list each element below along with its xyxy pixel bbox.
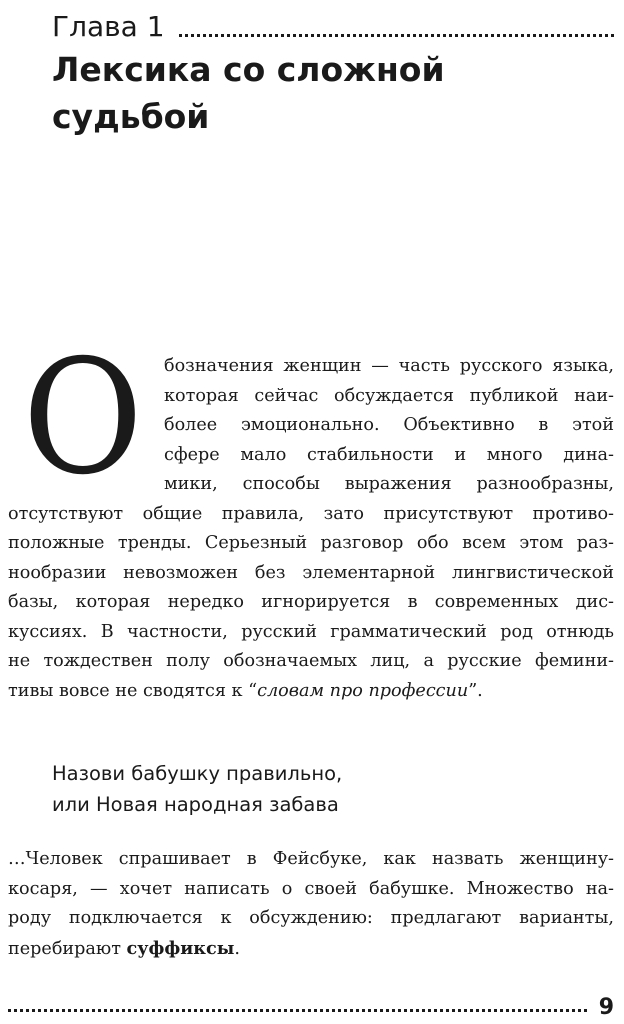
section-paragraph: [8, 845, 614, 964]
chapter-label: Глава 1: [52, 10, 165, 43]
intro-paragraph: [8, 326, 614, 706]
text-line: бозначения женщин — часть русского языка,: [164, 356, 614, 376]
text-line-last: перебирают суффиксы.: [8, 937, 240, 959]
text-line: …Человек спрашивает в Фейсбуке, как назвать женщину-: [8, 849, 614, 869]
text-line: более эмоционально. Объективно в этой: [164, 415, 614, 435]
italic-phrase: словам про профессии: [257, 680, 469, 701]
chapter-dotted-leader: [179, 34, 614, 37]
text-line: роду подключается к обсуждению: предлагают варианты,: [8, 908, 614, 928]
section-heading-line: Назови бабушку правильно,: [52, 762, 343, 785]
text-line-last: тивы вовсе не сводятся к “словам про профессии”.: [8, 680, 483, 701]
page-footer: [8, 992, 614, 1022]
text-line: куссиях. В частности, русский грамматический род отнюдь: [8, 621, 614, 642]
page-number: 9: [598, 994, 614, 1020]
chapter-title: [52, 46, 572, 140]
text-line: отсутствуют общие правила, зато присутствуют противо-: [8, 503, 614, 524]
text-line: не тождествен полу обозначаемых лиц, а русские фемини-: [8, 651, 614, 671]
bold-term: суффиксы: [126, 937, 235, 959]
section-heading-line: или Новая народная забава: [52, 793, 339, 816]
footer-dotted-leader: [8, 1009, 587, 1012]
chapter-title-line: Лексика со сложной: [52, 50, 445, 89]
text-line: положные тренды. Серьезный разговор обо всем этом раз-: [8, 533, 614, 553]
text-line: базы, которая нередко игнорируется в современных дис-: [8, 592, 614, 612]
chapter-header: [52, 4, 614, 44]
text-line: косаря, — хочет написать о своей бабушке. Множество на-: [8, 878, 614, 899]
text-line: которая сейчас обсуждается публикой наи-: [164, 385, 614, 406]
drop-cap: О: [22, 326, 144, 510]
chapter-title-line: судьбой: [52, 97, 210, 136]
text-line: сфере мало стабильности и много дина-: [164, 444, 614, 465]
section-heading: [52, 758, 342, 820]
text-line: нообразии невозможен без элементарной лингвистической: [8, 562, 614, 583]
text-line: мики, способы выражения разнообразны,: [164, 474, 614, 494]
